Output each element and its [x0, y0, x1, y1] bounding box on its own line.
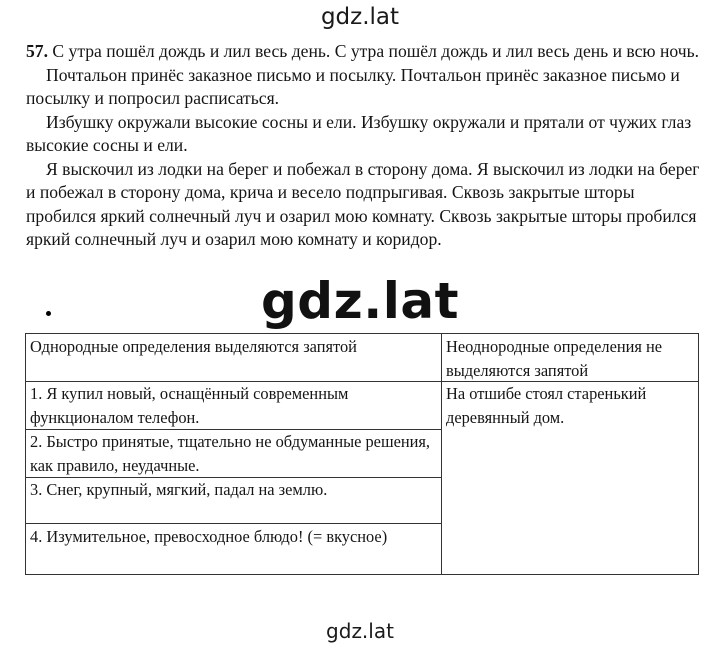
exercise-paragraph — [26, 64, 702, 111]
exercise-paragraph — [26, 40, 702, 64]
table-row-right: На отшибе стоял старенький деревянный дом. — [446, 384, 647, 427]
exercise-line: С утра пошёл дождь и лил весь день. С утра пошёл дождь и лил весь день и всю ночь. — [52, 41, 699, 61]
exercise-line: Избушку окружали высокие сосны и ели. Избушку окружали и прятали от чужих глаз высокие сосны и ели. — [26, 111, 692, 155]
table-row: 3. Снег, крупный, мягкий, падал на землю. — [30, 480, 328, 499]
table-row: 1. Я купил новый, оснащённый современным функционалом телефон. — [30, 384, 349, 427]
row-divider — [26, 523, 441, 524]
exercise-line: Почтальон принёс заказное письмо и посылку. Почтальон принёс заказное письмо и посылку и попросил расписаться. — [26, 64, 680, 108]
definitions-table — [25, 333, 699, 575]
bullet-dot — [46, 311, 51, 316]
watermark-top: gdz.lat — [320, 4, 400, 30]
table-row: 2. Быстро принятые, тщательно не обдуманные решения, как правило, неудачные. — [30, 432, 431, 475]
header-heterogeneous: Неоднородные определения не выделяются запятой — [446, 337, 663, 380]
exercise-paragraph — [26, 158, 702, 252]
exercise-paragraph — [26, 111, 702, 158]
table-row: 4. Изумительное, превосходное блюдо! (= вкусное) — [30, 527, 388, 546]
exercise-line: Я выскочил из лодки на берег и побежал в сторону дома. Я выскочил из лодки на берег и побежал в сторону дома, крича и весело подпрыгивая. Сквозь закрытые шторы пробился яркий солнечный луч и озарил мою комнату. Сквозь закрытые шторы пробился яркий солнечный луч и озарил мою комнату и коридор. — [26, 158, 700, 249]
exercise-text — [26, 40, 702, 252]
watermark-bottom: gdz.lat — [326, 619, 394, 643]
header-homogeneous: Однородные определения выделяются запятой — [30, 337, 357, 356]
exercise-number: 57. — [26, 41, 48, 61]
watermark-middle: gdz.lat — [261, 272, 459, 330]
